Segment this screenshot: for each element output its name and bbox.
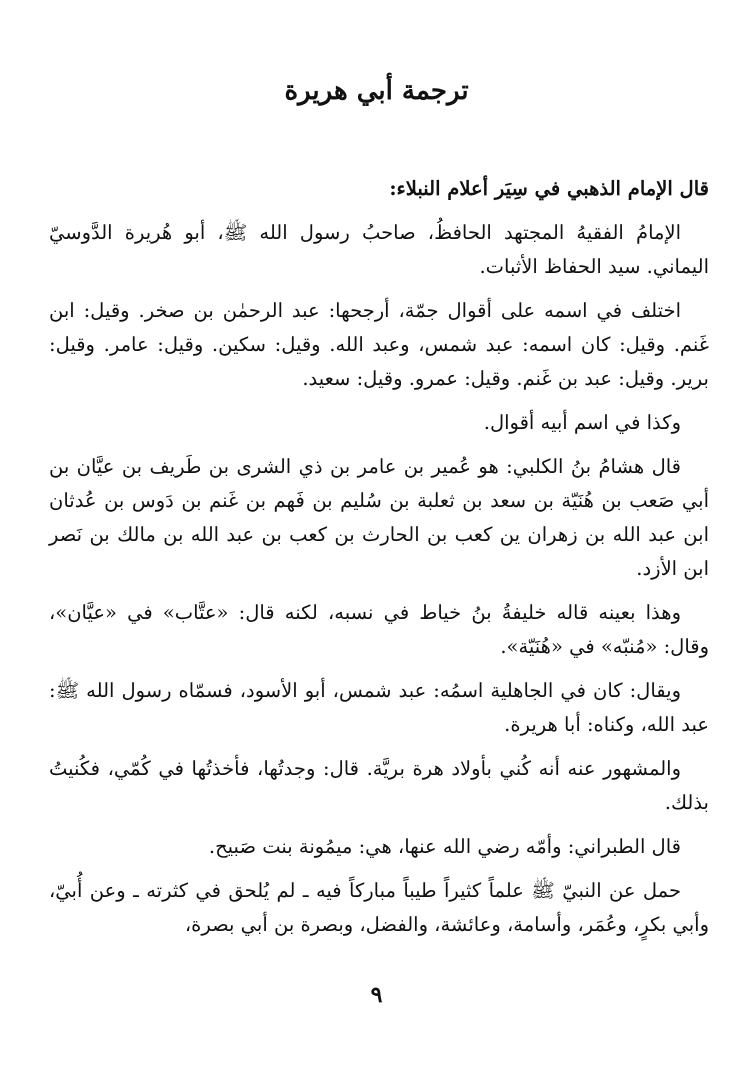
paragraph: اختلف في اسمه على أقوال جمّة، أرجحها: عبد الرحمٰن بن صخر. وقيل: ابن غَنم. وقيل: كان اسمه: عبد شمس، وعبد الله. وقيل: سكين. وقيل: عامر. وقيل: برير. وقيل: عبد بن غَنم. وقيل: عمرو. وقيل: سعيد. [49,299,709,390]
page-number: ٩ [370,982,383,1008]
paragraph: قال الطبراني: وأمّه رضي الله عنها، هي: ميمُونة بنت صَبيح. [208,835,681,858]
paragraph: الإمامُ الفقيهُ المجتهد الحافظُ، صاحبُ رسول الله ﷺ، أبو هُريرة الدَّوسيّ اليماني. سيد الحفاظ الأثبات. [49,221,709,278]
paragraph: حمل عن النبيّ ﷺ علماً كثيراً طيباً مباركاً فيه ـ لم يُلحق في كثرته ـ وعن أُبيّ، وأبي بكرٍ، وعُمَر، وأسامة، وعائشة، والفضل، وبصرة بن أبي بصرة، [49,879,709,936]
paragraph: والمشهور عنه أنه كُني بأولاد هرة بريَّة. قال: وجدتُها، فأخذتُها في كُمّي، فكُنيتُ بذلك. [49,757,709,814]
intro-line: قال الإمام الذهبي في سِيَر أعلام النبلاء: [389,177,709,200]
paragraph: وهذا بعينه قاله خليفةُ بنُ خياط في نسبه، لكنه قال: «عتَّاب» في «عيَّان»، وقال: «مُنبّه» في «هُنَيّة». [49,601,709,658]
paragraph: قال هشامُ بنُ الكلبي: هو عُمير بن عامر بن ذي الشرى بن طَريف بن عيَّان بن أبي صَعب بن هُنَيّة بن سعد بن ثعلبة بن سُليم بن فَهم بن غَنم بن دَوس بن عُدثان ابن عبد الله بن زهران ين كعب بن الحارث بن كعب بن عبد الله بن مالك بن نَصر ابن الأزد. [49,455,709,580]
page-title: ترجمة أبي هريرة [284,76,469,106]
page-body [49,172,709,952]
paragraph: وكذا في اسم أبيه أقوال. [483,411,681,434]
paragraph: ويقال: كان في الجاهلية اسمُه: عبد شمس، أبو الأسود، فسمّاه رسول الله ﷺ: عبد الله، وكناه: أبا هريرة. [49,679,709,736]
